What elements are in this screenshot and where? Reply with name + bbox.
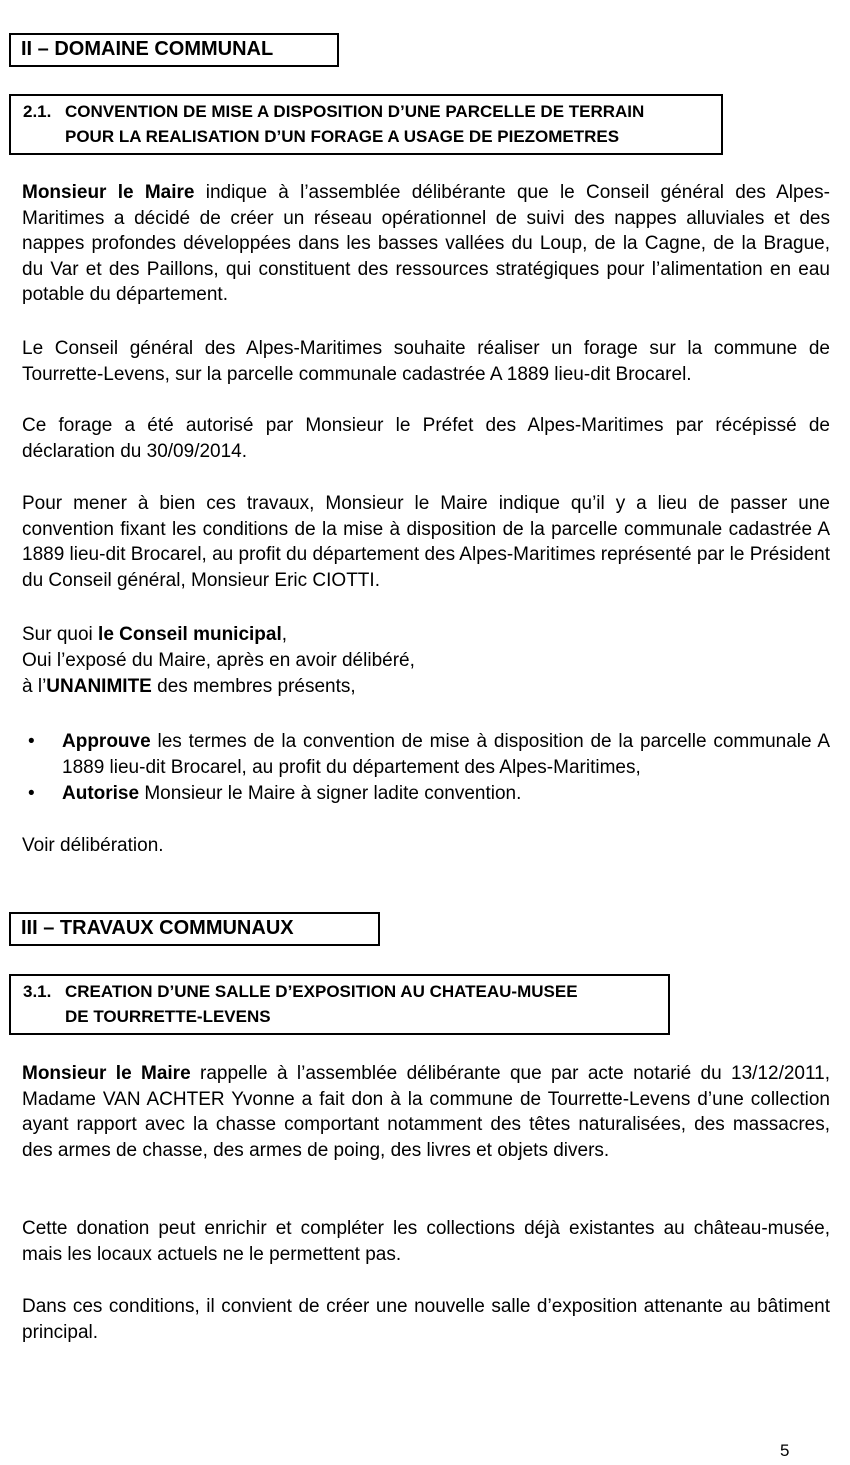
section-2-heading: II – DOMAINE COMMUNAL xyxy=(9,33,339,67)
text: à l’ xyxy=(22,676,47,697)
paragraph: Pour mener à bien ces travaux, Monsieur le Maire indique qu’il y a lieu de passer une convention fixant les conditions de la mise à disposition de la parcelle communale cadastrée A 1889 lieu-dit Brocarel, au profit du département des Alpes-Maritimes représenté par le Président du Conseil général, Monsieur Eric CIOTTI. xyxy=(22,493,830,591)
bullet-item xyxy=(22,729,830,780)
bullet-text: Monsieur le Maire à signer ladite convention. xyxy=(139,783,522,804)
bold-text: Monsieur le Maire xyxy=(22,182,195,203)
see-deliberation: Voir délibération. xyxy=(22,835,164,856)
bold-text: UNANIMITE xyxy=(46,676,152,697)
paragraph: Ce forage a été autorisé par Monsieur le Préfet des Alpes-Maritimes par récépissé de déclaration du 30/09/2014. xyxy=(22,415,830,462)
subsection-title-line1: CREATION D’UNE SALLE D’EXPOSITION AU CHATEAU-MUSEE xyxy=(65,982,578,1001)
bold-text: Autorise xyxy=(62,783,140,804)
page-number: 5 xyxy=(780,1441,790,1460)
subsection-title-line2: DE TOURRETTE-LEVENS xyxy=(65,1007,271,1026)
subsection-2-1-heading xyxy=(9,94,723,155)
vote-line: Oui l’exposé du Maire, après en avoir délibéré, xyxy=(22,650,415,671)
text: , xyxy=(281,624,288,645)
paragraph: Dans ces conditions, il convient de créer une nouvelle salle d’exposition attenante au bâtiment principal. xyxy=(22,1296,830,1343)
subsection-number: 3.1. xyxy=(23,982,52,1001)
paragraph: Le Conseil général des Alpes-Maritimes souhaite réaliser un forage sur la commune de Tourrette-Levens, sur la parcelle communale cadastrée A 1889 lieu-dit Brocarel. xyxy=(22,338,830,385)
bullet-text: les termes de la convention de mise à disposition de la parcelle communale A 1889 lieu-dit Brocarel, au profit du département des Alpes-Maritimes, xyxy=(62,731,830,778)
text: des membres présents, xyxy=(151,676,356,697)
bullet-item xyxy=(22,781,830,807)
subsection-number: 2.1. xyxy=(23,102,52,121)
bold-text: Approuve xyxy=(62,731,151,752)
bullet-icon: • xyxy=(28,731,35,752)
paragraph: Cette donation peut enrichir et compléter les collections déjà existantes au château-musée, mais les locaux actuels ne le permettent pas. xyxy=(22,1218,830,1265)
paragraph xyxy=(22,1061,830,1163)
subsection-title-line2: POUR LA REALISATION D’UN FORAGE A USAGE DE PIEZOMETRES xyxy=(65,127,620,146)
vote-line xyxy=(22,674,356,700)
subsection-3-1-heading xyxy=(9,974,670,1035)
bullet-icon: • xyxy=(28,783,35,804)
subsection-title-line1: CONVENTION DE MISE A DISPOSITION D’UNE PARCELLE DE TERRAIN xyxy=(65,102,645,121)
text: Sur quoi xyxy=(22,624,99,645)
vote-line xyxy=(22,622,287,648)
section-3-heading: III – TRAVAUX COMMUNAUX xyxy=(9,912,380,946)
paragraph xyxy=(22,180,830,308)
bold-text: le Conseil municipal xyxy=(98,624,282,645)
paragraph-text: rappelle à l’assemblée délibérante que par acte notarié du 13/12/2011, Madame VAN ACHTER Yvonne a fait don à la commune de Tourrette-Levens d’une collection ayant rapport avec la chasse comportant notamment des têtes naturalisées, des massacres, des armes de chasse, des armes de poing, des livres et objets divers. xyxy=(22,1063,830,1161)
paragraph-text: indique à l’assemblée délibérante que le Conseil général des Alpes-Maritimes a décidé de créer un réseau opérationnel de suivi des nappes alluviales et des nappes profondes développées dans les basses vallées du Loup, de la Cagne, de la Brague, du Var et des Paillons, qui constituent des ressources stratégiques pour l’alimentation en eau potable du département. xyxy=(22,182,830,305)
bold-text: Monsieur le Maire xyxy=(22,1063,191,1084)
